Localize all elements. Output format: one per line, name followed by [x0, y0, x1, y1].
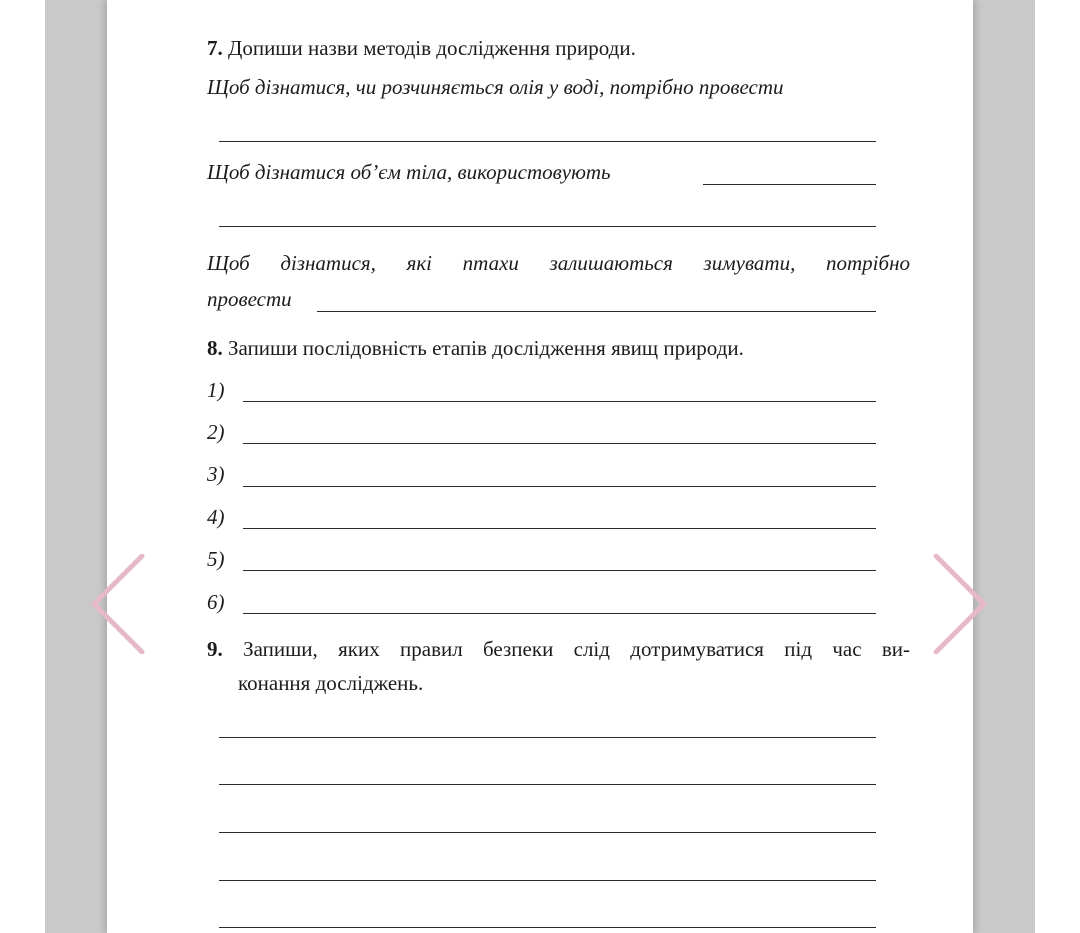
next-page-button[interactable]: [932, 554, 990, 654]
answer-line-9-4[interactable]: [219, 880, 876, 881]
task-7-sentence-3-line-1: Щоб дізнатися, які птахи залишаються зимувати, потрібно: [207, 251, 910, 275]
task-8-item-label-4: 4): [207, 505, 225, 529]
task-7-sentence-3-line-2: провести: [207, 287, 292, 311]
task-9-prompt-line-1: Запиши, яких правил безпеки слід дотримуватися під час ви-: [243, 637, 910, 661]
screen-right-margin: [1035, 0, 1080, 933]
task-8-item-label-3: 3): [207, 462, 225, 486]
task-9-line-1: [207, 636, 910, 662]
task-7-prompt: Допиши назви методів дослідження природи.: [228, 36, 636, 60]
task-9-prompt-line-2: конання досліджень.: [238, 671, 424, 695]
answer-line-7-2b[interactable]: [219, 226, 876, 227]
task-8-item-label-2: 2): [207, 420, 225, 444]
previous-page-button[interactable]: [88, 554, 146, 654]
answer-line-8-2[interactable]: [243, 443, 876, 444]
task-8-heading: [207, 335, 744, 361]
task-9-number: 9.: [207, 637, 223, 661]
answer-line-7-2a[interactable]: [703, 184, 876, 185]
answer-line-8-6[interactable]: [243, 613, 876, 614]
answer-line-9-3[interactable]: [219, 832, 876, 833]
worksheet-content: [207, 0, 912, 933]
answer-line-8-4[interactable]: [243, 528, 876, 529]
answer-line-8-5[interactable]: [243, 570, 876, 571]
task-7-number: 7.: [207, 36, 223, 60]
answer-line-8-1[interactable]: [243, 401, 876, 402]
task-8-item-label-6: 6): [207, 590, 225, 614]
answer-line-9-2[interactable]: [219, 784, 876, 785]
screen-left-margin: [0, 0, 45, 933]
task-8-prompt: Запиши послідовність етапів дослідження явищ природи.: [228, 336, 744, 360]
answer-line-9-1[interactable]: [219, 737, 876, 738]
answer-line-8-3[interactable]: [243, 486, 876, 487]
task-7-heading: [207, 35, 636, 61]
chevron-left-icon: [88, 554, 146, 654]
task-9-heading: [207, 636, 910, 696]
task-7-sentence-3: [207, 250, 910, 276]
answer-line-9-5[interactable]: [219, 927, 876, 928]
task-8-item-label-5: 5): [207, 547, 225, 571]
task-8-number: 8.: [207, 336, 223, 360]
answer-line-7-1[interactable]: [219, 141, 876, 142]
task-7-sentence-2: Щоб дізнатися об’єм тіла, використовують: [207, 160, 611, 184]
answer-line-7-3[interactable]: [317, 311, 876, 312]
chevron-right-icon: [932, 554, 990, 654]
task-7-sentence-1: Щоб дізнатися, чи розчиняється олія у воді, потрібно провести: [207, 75, 784, 99]
task-8-item-label-1: 1): [207, 378, 225, 402]
